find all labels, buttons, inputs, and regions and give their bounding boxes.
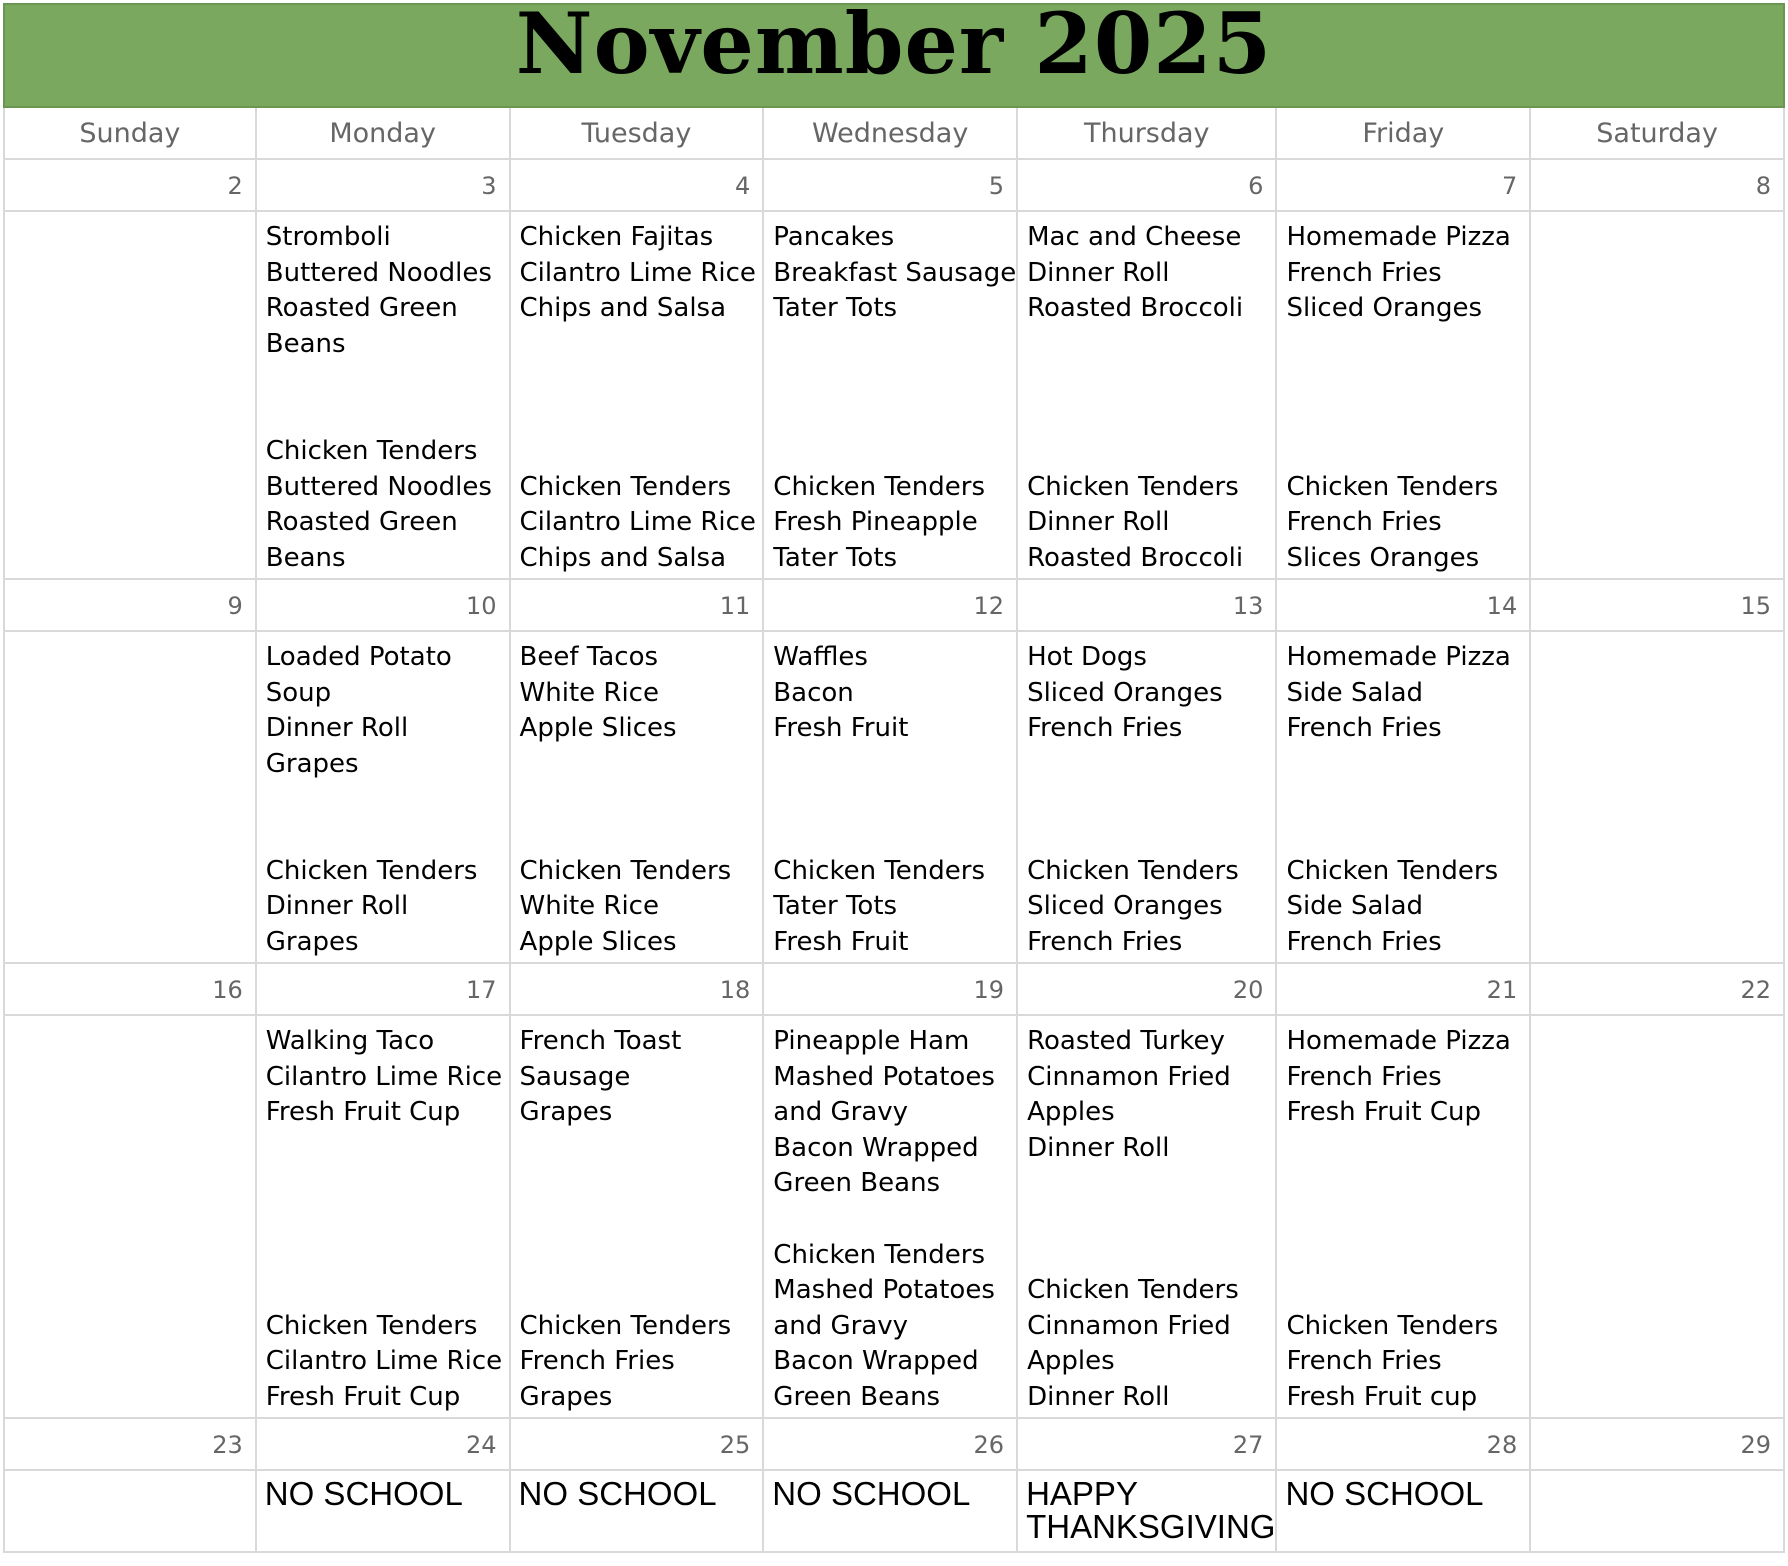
date-number: 13 [1018, 580, 1277, 632]
menu-item: Side Salad [1286, 677, 1424, 708]
main-menu [266, 1024, 502, 1131]
day-cell[interactable] [1531, 212, 1785, 580]
main-menu [266, 220, 492, 362]
alternate-menu [266, 1309, 502, 1416]
menu-item: Mashed Potatoes [773, 1061, 995, 1092]
menu-item: Chicken Tenders [1286, 855, 1499, 886]
day-cell[interactable] [3, 1471, 257, 1553]
day-cell[interactable] [511, 632, 765, 964]
menu-item: Breakfast Sausage [773, 257, 1017, 288]
day-cell[interactable] [257, 1016, 511, 1419]
date-number: 15 [1531, 580, 1785, 632]
menu-item: Tater Tots [773, 542, 898, 573]
menu-item: Chips and Salsa [519, 293, 727, 323]
menu-item: Chicken Tenders [265, 1310, 478, 1341]
menu-item: Stromboli [265, 222, 391, 252]
alternate-menu [773, 854, 985, 961]
date-number: 14 [1277, 580, 1531, 632]
menu-item: Dinner Roll [265, 891, 409, 921]
menu-item: Dinner Roll [1027, 1132, 1170, 1163]
menu-item: Roasted Broccoli [1027, 293, 1244, 323]
note-line: NO SCHOOL [1285, 1475, 1484, 1512]
main-menu [773, 1024, 995, 1202]
weekday-header: Tuesday [511, 108, 765, 160]
menu-item: Dinner Roll [1027, 257, 1170, 288]
menu-item: French Fries [1027, 713, 1183, 743]
calendar-title: November 2025 [515, 0, 1273, 93]
menu-item: Grapes [265, 748, 359, 779]
menu-item: French Fries [1286, 1061, 1442, 1092]
menu-item: Cilantro Lime Rice [519, 507, 756, 537]
day-cell[interactable] [1531, 632, 1785, 964]
alternate-menu [1286, 1309, 1498, 1416]
main-menu [520, 640, 677, 747]
day-cell[interactable] [1018, 632, 1277, 964]
menu-item: French Fries [1286, 1346, 1442, 1376]
day-cell[interactable] [257, 632, 511, 964]
day-cell[interactable] [511, 1016, 765, 1419]
menu-item: Sliced Oranges [1027, 891, 1223, 921]
menu-item: Apples [1027, 1097, 1115, 1127]
menu-item: Beef Tacos [519, 642, 659, 672]
menu-item: Waffles [773, 642, 868, 672]
menu-item: Apple Slices [519, 926, 677, 957]
date-number: 22 [1531, 964, 1785, 1016]
alternate-menu [1286, 470, 1498, 577]
day-cell[interactable] [764, 212, 1018, 580]
menu-item: Bacon Wrapped [773, 1346, 979, 1376]
main-menu [266, 640, 452, 782]
menu-item: Apples [1027, 1346, 1115, 1376]
date-number: 4 [511, 160, 765, 212]
date-number: 19 [764, 964, 1018, 1016]
note-line: THANKSGIVING [1026, 1508, 1276, 1545]
menu-item: French Fries [1286, 507, 1442, 537]
menu-item: Dinner Roll [1027, 507, 1170, 537]
weekday-header: Thursday [1018, 108, 1277, 160]
day-note [1026, 1471, 1275, 1543]
main-menu [1027, 220, 1243, 327]
day-cell[interactable] [1018, 212, 1277, 580]
day-cell[interactable] [511, 1471, 765, 1553]
day-note [265, 1471, 509, 1510]
day-cell[interactable] [1277, 212, 1531, 580]
alternate-menu [1027, 470, 1243, 577]
menu-item: Roasted Broccoli [1027, 542, 1244, 573]
menu-item: Fresh Fruit Cup [1286, 1097, 1481, 1127]
menu-item: Chicken Tenders [265, 855, 478, 886]
day-cell[interactable] [1277, 1471, 1531, 1553]
alternate-menu [266, 434, 492, 576]
menu-item: Grapes [519, 1097, 613, 1127]
menu-item: Cinnamon Fried [1027, 1061, 1231, 1092]
menu-item: Cilantro Lime Rice [519, 257, 756, 288]
day-cell[interactable] [3, 212, 257, 580]
day-cell[interactable] [764, 1471, 1018, 1553]
menu-item: White Rice [519, 891, 659, 921]
menu-item: Cilantro Lime Rice [265, 1061, 503, 1092]
date-number: 6 [1018, 160, 1277, 212]
menu-item: Cilantro Lime Rice [265, 1346, 503, 1376]
menu-item: Walking Taco [265, 1026, 435, 1056]
menu-item: Dinner Roll [1027, 1381, 1170, 1412]
note-line: NO SCHOOL [518, 1475, 717, 1512]
menu-item: Bacon Wrapped [773, 1132, 979, 1163]
main-menu [1286, 640, 1510, 747]
date-number: 26 [764, 1419, 1018, 1471]
weekday-header: Sunday [3, 108, 257, 160]
menu-item: French Fries [1286, 713, 1442, 743]
day-cell[interactable] [1277, 1016, 1531, 1419]
date-number: 7 [1277, 160, 1531, 212]
main-menu [773, 640, 908, 747]
menu-item: French Fries [1286, 926, 1442, 957]
date-number: 12 [764, 580, 1018, 632]
menu-item: and Gravy [773, 1097, 909, 1127]
menu-item: and Gravy [773, 1310, 909, 1341]
date-number: 2 [3, 160, 257, 212]
date-number: 28 [1277, 1419, 1531, 1471]
date-number: 16 [3, 964, 257, 1016]
menu-item: French Fries [1027, 926, 1183, 957]
note-line: NO SCHOOL [772, 1475, 971, 1512]
day-note [519, 1471, 763, 1510]
menu-item: Slices Oranges [1286, 542, 1480, 573]
date-number: 23 [3, 1419, 257, 1471]
alternate-menu [520, 470, 756, 577]
date-number: 21 [1277, 964, 1531, 1016]
day-cell[interactable] [511, 212, 765, 580]
weekday-header: Friday [1277, 108, 1531, 160]
menu-item: Hot Dogs [1027, 642, 1147, 672]
day-cell[interactable] [257, 212, 511, 580]
day-cell[interactable] [3, 1016, 257, 1419]
menu-item: Side Salad [1286, 891, 1424, 921]
alternate-menu [1027, 854, 1239, 961]
main-menu [1027, 640, 1223, 747]
menu-item: Chicken Tenders [773, 1239, 985, 1270]
date-number: 11 [511, 580, 765, 632]
date-number: 10 [257, 580, 511, 632]
alternate-menu [520, 854, 732, 961]
menu-item: Sausage [519, 1061, 631, 1092]
menu-item: Fresh Fruit Cup [265, 1381, 461, 1412]
menu-item: Grapes [265, 926, 359, 957]
menu-item: Homemade Pizza [1286, 642, 1511, 672]
weekday-header: Saturday [1531, 108, 1785, 160]
menu-item: White Rice [519, 677, 659, 708]
day-cell[interactable] [1018, 1471, 1277, 1553]
day-cell[interactable] [764, 1016, 1018, 1419]
menu-item: Chicken Tenders [1027, 855, 1239, 886]
day-cell[interactable] [1531, 1471, 1785, 1553]
date-number: 3 [257, 160, 511, 212]
menu-item: Beans [265, 328, 346, 359]
menu-item: Chicken Tenders [773, 855, 985, 886]
menu-item: Chicken Tenders [519, 855, 732, 886]
main-menu [1286, 1024, 1510, 1131]
alternate-menu [773, 1238, 995, 1416]
calendar [3, 0, 1785, 1553]
menu-item: Loaded Potato [265, 642, 452, 672]
day-cell[interactable] [1018, 1016, 1277, 1419]
menu-item: Chicken Fajitas [519, 222, 714, 252]
menu-item: Chips and Salsa [519, 542, 727, 573]
day-cell[interactable] [3, 632, 257, 964]
menu-item: Chicken Tenders [265, 436, 478, 466]
day-cell[interactable] [257, 1471, 511, 1553]
menu-item: Fresh Fruit [773, 926, 909, 957]
menu-item: Tater Tots [773, 891, 898, 921]
menu-item: Green Beans [773, 1381, 941, 1412]
day-cell[interactable] [1277, 632, 1531, 964]
menu-item: Grapes [519, 1381, 613, 1412]
menu-item: Pineapple Ham [773, 1026, 970, 1056]
menu-item: Pancakes [773, 222, 895, 252]
main-menu [1286, 220, 1510, 327]
menu-item: Buttered Noodles [265, 257, 492, 288]
menu-item: Chicken Tenders [519, 1310, 732, 1341]
day-cell[interactable] [764, 632, 1018, 964]
date-number: 8 [1531, 160, 1785, 212]
menu-item: Sliced Oranges [1027, 677, 1223, 708]
menu-item: Cinnamon Fried [1027, 1310, 1231, 1341]
date-number: 5 [764, 160, 1018, 212]
menu-item: French Toast [519, 1026, 682, 1056]
menu-item: Beans [265, 542, 346, 573]
menu-item: Roasted Green [265, 507, 458, 537]
main-menu [520, 220, 756, 327]
date-number: 25 [511, 1419, 765, 1471]
note-line: HAPPY [1026, 1475, 1138, 1512]
menu-item: Dinner Roll [265, 713, 409, 743]
menu-item: Roasted Green [265, 293, 458, 323]
menu-item: Chicken Tenders [1286, 471, 1499, 502]
main-menu [1027, 1024, 1231, 1166]
date-number: 24 [257, 1419, 511, 1471]
menu-item: Fresh Fruit Cup [265, 1097, 461, 1127]
menu-item: Green Beans [773, 1168, 941, 1198]
day-note [1285, 1471, 1529, 1510]
weekday-header: Wednesday [764, 108, 1018, 160]
menu-item: Homemade Pizza [1286, 1026, 1511, 1056]
menu-item: Fresh Pineapple [773, 507, 978, 537]
date-number: 27 [1018, 1419, 1277, 1471]
alternate-menu [1286, 854, 1498, 961]
main-menu [773, 220, 1016, 327]
alternate-menu [773, 470, 985, 577]
menu-item: Homemade Pizza [1286, 222, 1511, 252]
menu-item: Chicken Tenders [519, 471, 732, 502]
menu-item: Fresh Fruit cup [1286, 1381, 1478, 1412]
menu-item: Chicken Tenders [1027, 471, 1239, 502]
menu-item: Tater Tots [773, 293, 898, 323]
weekday-header: Monday [257, 108, 511, 160]
alternate-menu [266, 854, 478, 961]
note-line: NO SCHOOL [264, 1475, 463, 1512]
menu-item: Sliced Oranges [1286, 293, 1483, 323]
date-number: 17 [257, 964, 511, 1016]
menu-item: Bacon [773, 677, 854, 708]
menu-item: Roasted Turkey [1027, 1026, 1225, 1056]
alternate-menu [520, 1309, 732, 1416]
menu-item: Buttered Noodles [265, 471, 492, 502]
menu-item: Chicken Tenders [773, 471, 985, 502]
date-number: 18 [511, 964, 765, 1016]
menu-item: Chicken Tenders [1027, 1275, 1239, 1305]
day-cell[interactable] [1531, 1016, 1785, 1419]
menu-item: Chicken Tenders [1286, 1310, 1499, 1341]
menu-item: Soup [265, 677, 332, 708]
date-number: 20 [1018, 964, 1277, 1016]
menu-item: Fresh Fruit [773, 713, 909, 743]
menu-item: Mac and Cheese [1027, 222, 1242, 252]
date-number: 29 [1531, 1419, 1785, 1471]
menu-item: Mashed Potatoes [773, 1275, 995, 1305]
menu-item: Apple Slices [519, 713, 677, 743]
title-bar [3, 0, 1785, 108]
alternate-menu [1027, 1273, 1239, 1415]
menu-item: French Fries [1286, 257, 1442, 288]
menu-item: French Fries [519, 1346, 675, 1376]
date-number: 9 [3, 580, 257, 632]
main-menu [520, 1024, 682, 1131]
day-note [772, 1471, 1016, 1510]
calendar-grid [3, 108, 1785, 1553]
